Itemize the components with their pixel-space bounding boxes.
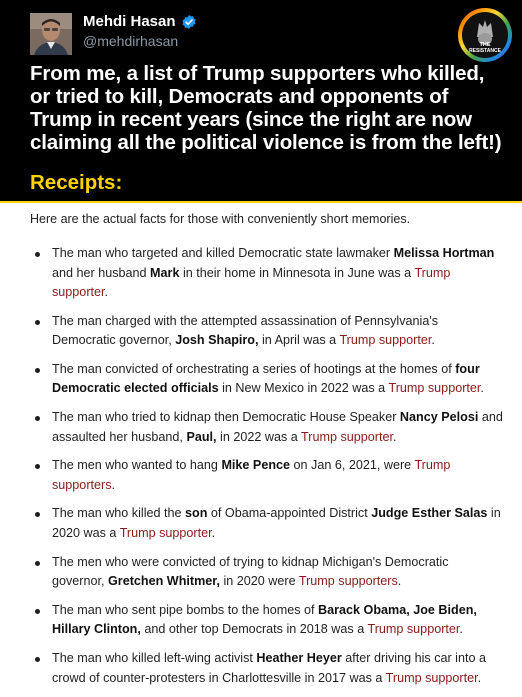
item-text: in New Mexico in 2022 was a	[218, 381, 389, 396]
item-text: .	[480, 381, 484, 396]
badge-text-top: THE	[479, 42, 491, 48]
badge-text-bottom: RESISTANCE	[469, 48, 501, 54]
item-text: .	[431, 333, 435, 348]
highlighted-name: Judge Esther Salas	[371, 506, 488, 521]
bullet-icon	[35, 464, 40, 469]
item-text: .	[104, 285, 109, 299]
bullet-icon	[35, 252, 40, 257]
bullet-icon	[35, 657, 40, 662]
post-header	[0, 0, 522, 203]
source-link[interactable]: Trump supporter	[367, 622, 460, 637]
facts-list	[34, 244, 504, 697]
list-item	[34, 360, 504, 399]
list-item	[34, 504, 504, 543]
bullet-icon	[35, 320, 40, 325]
item-text: .	[211, 525, 216, 540]
item-text: .	[111, 477, 116, 492]
bullet-icon	[35, 368, 40, 373]
highlighted-name: Mark	[150, 265, 180, 280]
source-link[interactable]: Trump supporter	[339, 333, 432, 348]
bullet-icon	[35, 561, 40, 566]
list-item	[34, 312, 504, 351]
source-link[interactable]: Trump supporter	[388, 381, 481, 396]
list-item	[34, 649, 504, 688]
author-avatar[interactable]	[30, 13, 72, 55]
highlighted-name: Paul,	[186, 429, 217, 444]
item-text: .	[459, 622, 463, 637]
highlighted-name: Melissa Hortman	[393, 246, 495, 260]
item-text: and her husband	[52, 265, 151, 280]
highlighted-name: Josh Shapiro,	[175, 333, 259, 348]
source-link[interactable]: Trump supporters	[298, 574, 398, 589]
highlighted-name: Gretchen Whitmer,	[108, 574, 220, 589]
source-link[interactable]: Trump supporters	[52, 458, 451, 492]
item-text: of Obama-appointed District	[207, 506, 372, 521]
accent-divider	[0, 201, 522, 203]
author-handle[interactable]: @mehdirhasan	[83, 33, 179, 49]
item-text: The man who killed the	[52, 506, 186, 521]
item-text: The man who sent pipe bombs to the homes of	[52, 602, 319, 617]
item-text: The man who tried to kidnap then Democratic House Speaker	[52, 410, 400, 425]
author-name-row	[83, 13, 197, 30]
item-text: The men who were convicted of trying to kidnap Michigan's Democratic governor,	[52, 554, 449, 589]
highlighted-name: Nancy Pelosi	[399, 410, 479, 425]
author-name[interactable]: Mehdi Hasan	[83, 13, 176, 30]
item-text: .	[392, 429, 397, 444]
item-text: on Jan 6, 2021, were	[290, 458, 415, 473]
bullet-icon	[35, 512, 40, 517]
highlighted-name: Mike Pence	[221, 458, 291, 473]
bullet-icon	[35, 609, 40, 614]
list-item	[34, 601, 504, 640]
item-text: and assaulted her husband,	[52, 410, 503, 444]
highlighted-name: Heather Heyer	[256, 651, 342, 665]
item-text: after driving his car into a crowd of counter-protesters in Charlottesville in 2017 was a	[52, 651, 486, 685]
item-text: The man charged with the attempted assassination of Pennsylvania's Democratic governor,	[52, 313, 439, 348]
item-text: and other top Democrats in 2018 was a	[140, 622, 368, 637]
item-text: in their home in Minnesota in June was a	[179, 265, 415, 280]
item-text: in 2020 were	[219, 574, 299, 589]
list-item	[34, 456, 504, 495]
resistance-badge	[457, 7, 513, 63]
item-text: in 2020 was a	[52, 506, 501, 540]
item-text: The man who killed left-wing activist	[52, 651, 257, 665]
highlighted-name: four Democratic elected officials	[52, 361, 480, 396]
item-text: in 2022 was a	[216, 429, 302, 444]
verified-badge-icon	[181, 14, 197, 30]
item-text: The man who targeted and killed Democratic state lawmaker	[52, 246, 394, 260]
item-text: .	[477, 670, 482, 685]
highlighted-name: son	[185, 506, 208, 521]
item-text: in April was a	[258, 333, 340, 348]
bullet-icon	[35, 416, 40, 421]
source-link[interactable]: Trump supporter	[301, 429, 393, 444]
receipts-label: Receipts:	[30, 171, 123, 194]
headline-text: From me, a list of Trump supporters who killed, or tried to kill, Democrats and opponents of Trump in recent years (since the right are now claiming all the political violence is from the left!)	[30, 62, 502, 154]
list-item	[34, 244, 504, 303]
intro-text: Here are the actual facts for those with conveniently short memories.	[30, 212, 411, 226]
source-link[interactable]: Trump supporter	[52, 265, 451, 299]
highlighted-name: Barack Obama, Joe Biden, Hillary Clinton,	[52, 602, 477, 637]
list-item	[34, 553, 504, 592]
item-text: The men who wanted to hang	[52, 458, 222, 473]
source-link[interactable]: Trump supporter	[119, 525, 212, 540]
source-link[interactable]: Trump supporter	[385, 670, 478, 685]
item-text: The man convicted of orchestrating a series of hootings at the homes of	[52, 361, 456, 376]
item-text: .	[397, 574, 402, 589]
list-item	[34, 408, 504, 447]
